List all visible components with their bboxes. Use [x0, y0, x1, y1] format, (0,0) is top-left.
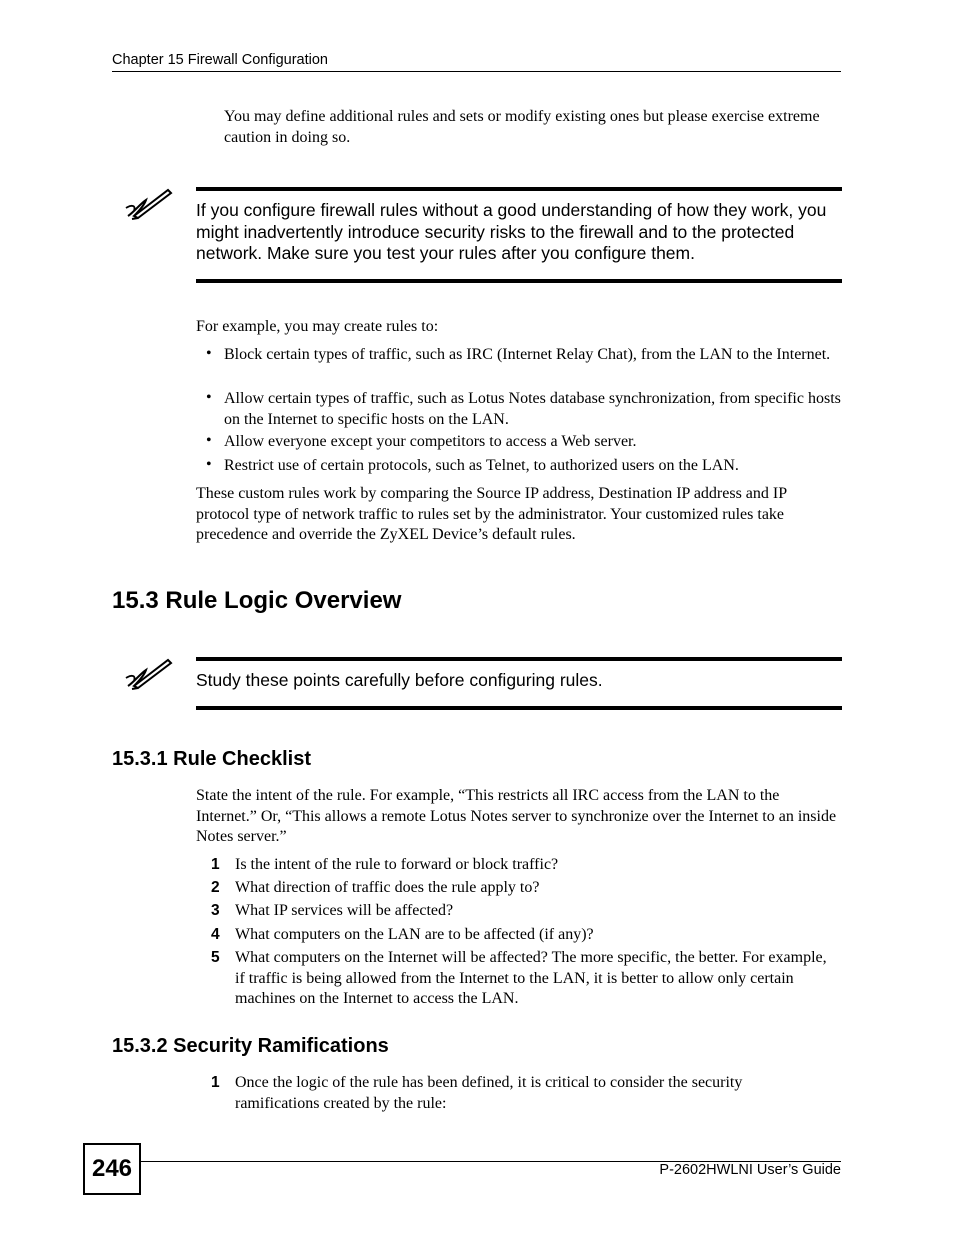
step-text: What computers on the Internet will be affected? The more specific, the better. For example, if traffic is being allowed from the Internet to the LAN, it is better to allow only certain machines on the Internet to access the LAN.	[235, 949, 827, 1007]
note-bottom-rule	[196, 279, 842, 283]
bullet-mark: •	[206, 345, 212, 362]
note-text: If you configure firewall rules without a good understanding of how they work, you might inadvertently introduce security risks to the firewall and to the protected network. Make sure you test your rules after you configure them.	[196, 200, 827, 263]
section-heading: 15.3 Rule Logic Overview	[112, 587, 402, 614]
step-number: 4	[211, 926, 220, 943]
step-number: 1	[211, 856, 220, 873]
examples-closing: These custom rules work by comparing the Source IP address, Destination IP address and IP protocol type of network traffic to rules set by the administrator. Your customized rules take precedence and override the ZyXEL Device’s default rules.	[196, 485, 787, 543]
note-bottom-rule	[196, 706, 842, 710]
step-number: 1	[211, 1074, 220, 1091]
running-header: Chapter 15 Firewall Configuration	[112, 52, 328, 68]
bullet-mark: •	[206, 456, 212, 473]
step-text: What computers on the LAN are to be affected (if any)?	[235, 926, 594, 943]
step-text: What IP services will be affected?	[235, 902, 454, 919]
subsection-heading: 15.3.2 Security Ramifications	[112, 1035, 389, 1057]
step-text: Is the intent of the rule to forward or block traffic?	[235, 856, 559, 873]
page-number: 246	[83, 1143, 141, 1195]
examples-lead: For example, you may create rules to:	[196, 318, 439, 335]
pen-note-icon	[124, 186, 174, 222]
list-item: Block certain types of traffic, such as IRC (Internet Relay Chat), from the LAN to the Internet.	[224, 346, 831, 363]
note-top-rule	[196, 187, 842, 191]
bullet-mark: •	[206, 389, 212, 406]
bullet-mark: •	[206, 432, 212, 449]
list-item: Allow everyone except your competitors to access a Web server.	[224, 433, 637, 450]
step-number: 3	[211, 902, 220, 919]
checklist-intro: State the intent of the rule. For example, “This restricts all IRC access from the LAN to the Internet.” Or, “This allows a remote Lotus Notes server to synchronize over the Internet to an inside Notes server.”	[196, 787, 837, 845]
list-item: Restrict use of certain protocols, such as Telnet, to authorized users on the LAN.	[224, 457, 739, 474]
step-text: What direction of traffic does the rule apply to?	[235, 879, 540, 896]
note-top-rule	[196, 657, 842, 661]
step-number: 2	[211, 879, 220, 896]
header-rule	[112, 71, 841, 72]
pen-note-icon	[124, 656, 174, 692]
guide-title: P-2602HWLNI User’s Guide	[659, 1162, 841, 1178]
list-item: Allow certain types of traffic, such as Lotus Notes database synchronization, from specific hosts on the Internet to specific hosts on the LAN.	[224, 390, 841, 428]
intro-paragraph: You may define additional rules and sets or modify existing ones but please exercise extreme caution in doing so.	[224, 108, 820, 146]
note-text: Study these points carefully before configuring rules.	[196, 670, 603, 690]
subsection-heading: 15.3.1 Rule Checklist	[112, 748, 311, 770]
step-number: 5	[211, 949, 220, 966]
step-text: Once the logic of the rule has been defined, it is critical to consider the security ramifications created by the rule:	[235, 1074, 743, 1112]
